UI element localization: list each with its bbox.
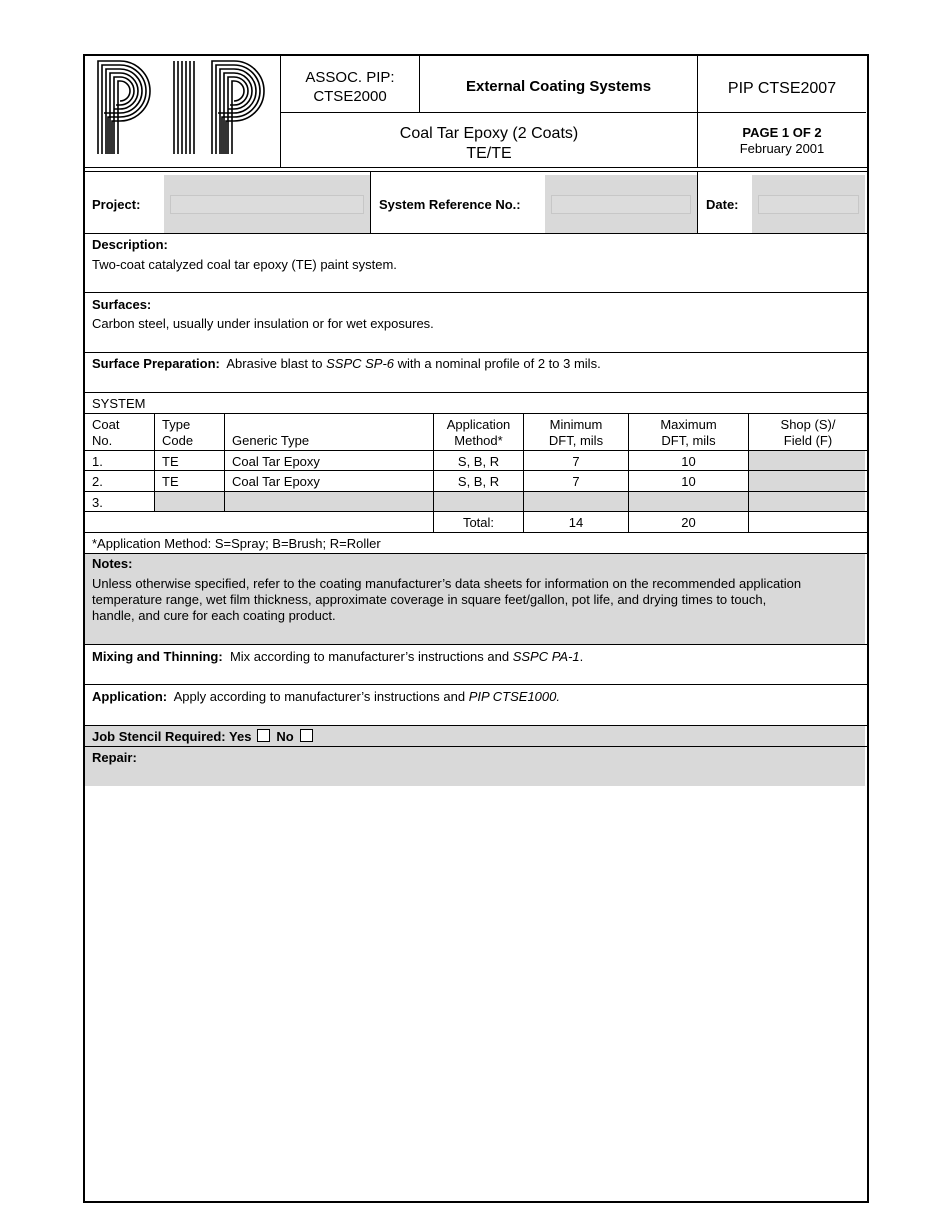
surface-prep-line xyxy=(92,356,601,372)
surface-prep-text-after: with a nominal profile of 2 to 3 mils. xyxy=(394,356,601,371)
total-max: 20 xyxy=(681,515,696,530)
description-text: Two-coat catalyzed coal tar epoxy (TE) paint system. xyxy=(92,257,397,272)
header-generic: Generic Type xyxy=(232,433,310,448)
mixing-label: Mixing and Thinning: xyxy=(92,649,223,664)
header-method: Method* xyxy=(454,433,503,448)
system-subtitle: TE/TE xyxy=(466,145,512,162)
table-row-min: 7 xyxy=(572,454,580,469)
stencil-no-checkbox[interactable] xyxy=(300,729,313,742)
table-row-min: 7 xyxy=(572,474,580,489)
mixing-text: Mix according to manufacturer’s instructions and xyxy=(229,649,513,664)
header-coat: No. xyxy=(92,433,113,448)
notes-line: temperature range, wet film thickness, approximate coverage in square feet/gallon, pot life, and drying times to touch, xyxy=(92,592,767,607)
table-line xyxy=(83,532,867,533)
surface-prep-text: Abrasive blast to xyxy=(226,356,327,371)
header-divider xyxy=(280,112,866,113)
header-shop: Shop (S)/ xyxy=(780,417,836,432)
coat3-shop-cell[interactable] xyxy=(749,492,865,511)
project-field[interactable] xyxy=(164,175,370,233)
table-line xyxy=(224,413,225,511)
header-type: Type xyxy=(162,417,191,432)
description-label: Description: xyxy=(92,237,168,252)
surface-prep-ref: SSPC SP-6 xyxy=(326,356,395,371)
application-label: Application: xyxy=(92,689,168,704)
table-row-max: 10 xyxy=(681,474,696,489)
stencil-line xyxy=(92,729,319,745)
doc-id: PIP CTSE2007 xyxy=(727,80,837,97)
project-label: Project: xyxy=(92,197,141,212)
section-divider xyxy=(83,746,867,747)
info-divider xyxy=(370,172,371,234)
table-row-coat: 1. xyxy=(92,454,103,469)
notes-line: Unless otherwise specified, refer to the coating manufacturer’s data sheets for information on the recommended application xyxy=(92,576,802,591)
system-label: SYSTEM xyxy=(92,396,146,411)
section-divider xyxy=(83,233,867,234)
table-row-generic: Coal Tar Epoxy xyxy=(232,474,320,489)
section-divider xyxy=(83,684,867,685)
system-reference-field[interactable] xyxy=(545,175,697,233)
table-line xyxy=(83,470,867,471)
total-min: 14 xyxy=(568,515,584,530)
table-row-type: TE xyxy=(162,454,179,469)
mixing-line xyxy=(92,649,583,665)
table-line xyxy=(83,491,867,492)
application-ref: PIP CTSE1000. xyxy=(468,689,560,704)
coat3-blank-cells[interactable] xyxy=(155,492,748,511)
mixing-ref: SSPC PA-1 xyxy=(512,649,580,664)
mixing-text-after: . xyxy=(579,649,584,664)
assoc-code: CTSE2000 xyxy=(313,88,387,105)
notes-line: handle, and cure for each coating product. xyxy=(92,608,336,623)
application-text: Apply according to manufacturer’s instructions and xyxy=(173,689,469,704)
header-shop: Field (F) xyxy=(783,433,833,448)
system-reference-label: System Reference No.: xyxy=(379,197,521,212)
table-line xyxy=(83,450,867,451)
shop-field-cells[interactable] xyxy=(749,451,865,491)
header-min: Minimum xyxy=(549,417,603,432)
application-method-footnote: *Application Method: S=Spray; B=Brush; R=Roller xyxy=(92,536,381,551)
stencil-label: Job Stencil Required: Yes xyxy=(92,729,252,744)
header-method: Application xyxy=(446,417,511,432)
header-divider xyxy=(83,171,867,172)
header-min: DFT, mils xyxy=(548,433,604,448)
header-max: Maximum xyxy=(660,417,717,432)
stencil-no-label: No xyxy=(276,729,294,744)
section-divider xyxy=(83,392,867,393)
table-line xyxy=(83,413,867,414)
date-label: Date: xyxy=(706,197,739,212)
table-row-method: S, B, R xyxy=(457,454,500,469)
pip-logo-graphic xyxy=(92,58,276,156)
doc-date: February 2001 xyxy=(739,141,825,156)
notes-label: Notes: xyxy=(92,556,133,571)
header-max: DFT, mils xyxy=(661,433,716,448)
header-divider xyxy=(83,167,867,168)
application-line xyxy=(92,689,560,705)
assoc-label: ASSOC. PIP: xyxy=(305,69,395,86)
section-divider xyxy=(83,292,867,293)
surfaces-text: Carbon steel, usually under insulation or for wet exposures. xyxy=(92,316,434,331)
surface-prep-label: Surface Preparation: xyxy=(92,356,220,371)
table-line xyxy=(83,511,867,512)
section-divider xyxy=(83,644,867,645)
table-row-generic: Coal Tar Epoxy xyxy=(232,454,320,469)
date-field[interactable] xyxy=(752,175,865,233)
header-type: Code xyxy=(162,433,194,448)
logo-text: PIP xyxy=(152,118,154,119)
surfaces-label: Surfaces: xyxy=(92,297,152,312)
total-label: Total: xyxy=(462,515,495,530)
table-row-type: TE xyxy=(162,474,179,489)
table-row-coat: 2. xyxy=(92,474,103,489)
info-divider xyxy=(697,172,698,234)
table-row-max: 10 xyxy=(681,454,696,469)
table-line xyxy=(154,413,155,511)
header-coat: Coat xyxy=(92,417,120,432)
pip-logo xyxy=(92,58,276,156)
doc-category: External Coating Systems xyxy=(465,78,652,95)
table-row-coat: 3. xyxy=(92,495,103,510)
table-row-method: S, B, R xyxy=(457,474,500,489)
stencil-yes-checkbox[interactable] xyxy=(257,729,270,742)
repair-label: Repair: xyxy=(92,750,137,765)
page-label: PAGE 1 OF 2 xyxy=(742,125,822,140)
system-title: Coal Tar Epoxy (2 Coats) xyxy=(399,125,579,142)
section-divider xyxy=(83,352,867,353)
